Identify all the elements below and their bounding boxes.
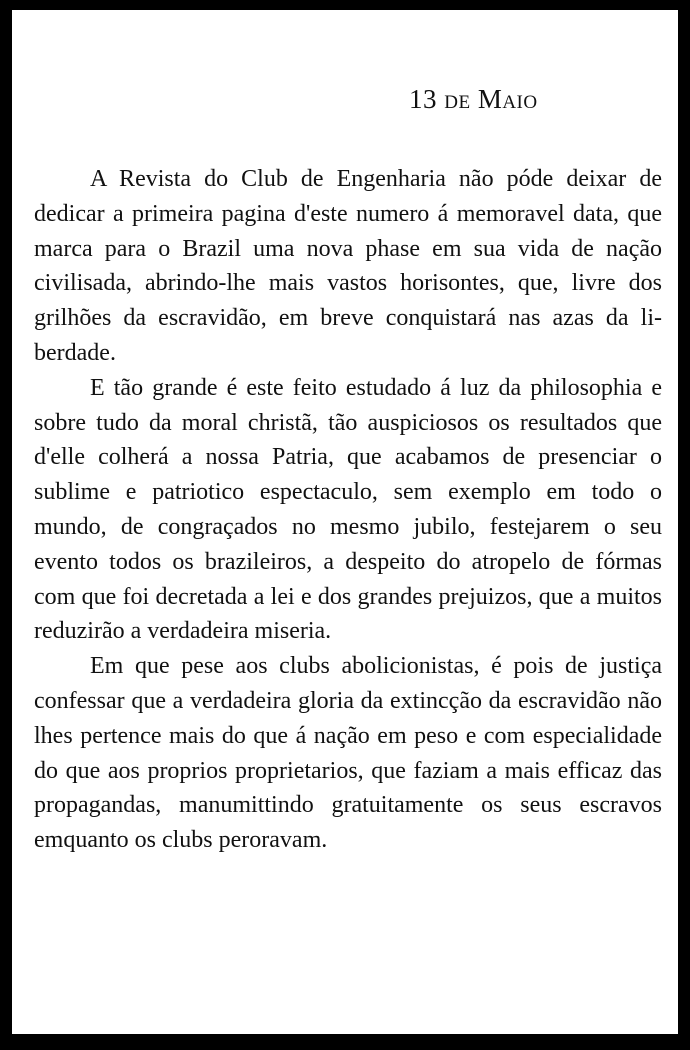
paragraph-1: A Revista do Club de Engenharia não póde deixar de dedicar a primeira pagina d'este numero á memoravel data, que marca para o Brazil uma nova phase em sua vida de nação civilisada, abrindo-lhe mais vastos horisontes, que, livre dos grilhões da escravidão, em breve conquistará nas azas da liberdade. xyxy=(34,166,662,366)
header-text: de Maio xyxy=(444,84,538,114)
document-page xyxy=(12,10,678,1034)
page-header xyxy=(409,84,538,115)
article-body xyxy=(34,162,662,858)
header-number: 13 xyxy=(409,84,437,114)
paragraph-3: Em que pese aos clubs abolicionistas, é pois de justiça confessar que a verdadeira gloria da extincção da escravidão não lhes pertence mais do que á nação em peso e com especialidade do que aos proprios proprietarios, que faziam a mais efficaz das propagandas, manumittindo gratuitamente os seus escravos emquanto os clubs peroravam. xyxy=(34,653,662,854)
paragraph-2: E tão grande é este feito estudado á luz da philosophia e sobre tudo da moral christã, tão auspiciosos os resultados que d'elle colherá a nossa Patria, que acabamos de presenciar o sublime e patriotico espectaculo, sem exemplo em todo o mundo, de congraçados no mesmo jubilo, festejarem o seu evento todos os brazileiros, a despeito do atropelo de fórmas com que foi decretada a lei e dos grandes prejuizos, que a muitos reduzirão a verdadeira miseria. xyxy=(34,374,662,645)
